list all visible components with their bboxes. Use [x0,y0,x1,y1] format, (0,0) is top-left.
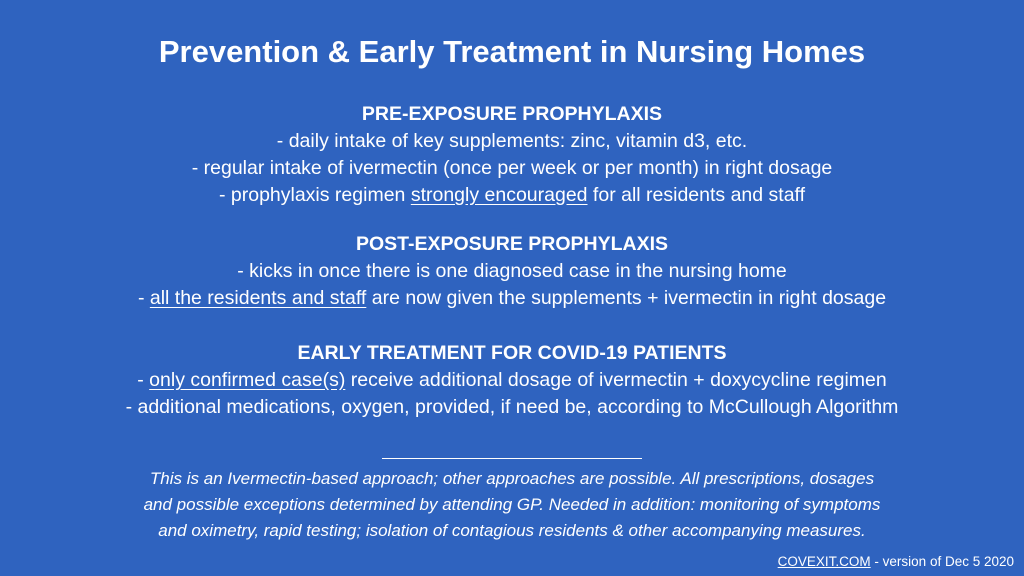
early-treatment-line-1 [0,367,1024,394]
post-exposure-line-2-end: are now given the supplements + ivermectin in right dosage [366,287,887,309]
pre-exposure-heading: PRE-EXPOSURE PROPHYLAXIS [361,103,663,125]
early-treatment-line-2: - additional medications, oxygen, provided, if need be, according to McCullough Algorithm [125,396,899,418]
divider [382,458,642,459]
slide-title: Prevention & Early Treatment in Nursing Homes [158,34,866,69]
all-residents-staff-emphasis: all the residents and staff [149,287,367,309]
note-line-1: This is an Ivermectin-based approach; other approaches are possible. All prescriptions, dosages [149,469,875,488]
pre-exposure-line-3 [0,182,1024,209]
pre-exposure-line-1: - daily intake of key supplements: zinc, vitamin d3, etc. [276,130,748,152]
early-treatment-section [0,340,1024,421]
note-line-2: and possible exceptions determined by attending GP. Needed in addition: monitoring of symptoms [143,495,881,514]
only-confirmed-cases-emphasis: only confirmed case(s) [149,369,346,391]
pre-exposure-section [0,101,1024,209]
post-exposure-section [0,231,1024,312]
disclaimer-note [0,466,1024,544]
strongly-encouraged-emphasis: strongly encouraged [410,184,588,206]
post-exposure-heading: POST-EXPOSURE PROPHYLAXIS [355,233,669,255]
pre-exposure-line-3-start: - prophylaxis regimen [218,184,411,206]
early-treatment-line-1-end: receive additional dosage of ivermectin + doxycycline regimen [345,369,887,391]
footer [778,554,1014,569]
early-treatment-line-1-start: - [137,369,150,391]
pre-exposure-line-2: - regular intake of ivermectin (once per week or per month) in right dosage [191,157,833,179]
version-label: - version of Dec 5 2020 [870,554,1014,569]
note-line-3: and oximetry, rapid testing; isolation of contagious residents & other accompanying measures. [158,521,866,540]
post-exposure-line-2-start: - [137,287,150,309]
post-exposure-line-2 [0,285,1024,312]
post-exposure-line-1: - kicks in once there is one diagnosed case in the nursing home [237,260,787,282]
covexit-link[interactable]: COVEXIT.COM [777,554,871,569]
pre-exposure-line-3-end: for all residents and staff [587,184,806,206]
early-treatment-heading: EARLY TREATMENT FOR COVID-19 PATIENTS [297,342,727,364]
